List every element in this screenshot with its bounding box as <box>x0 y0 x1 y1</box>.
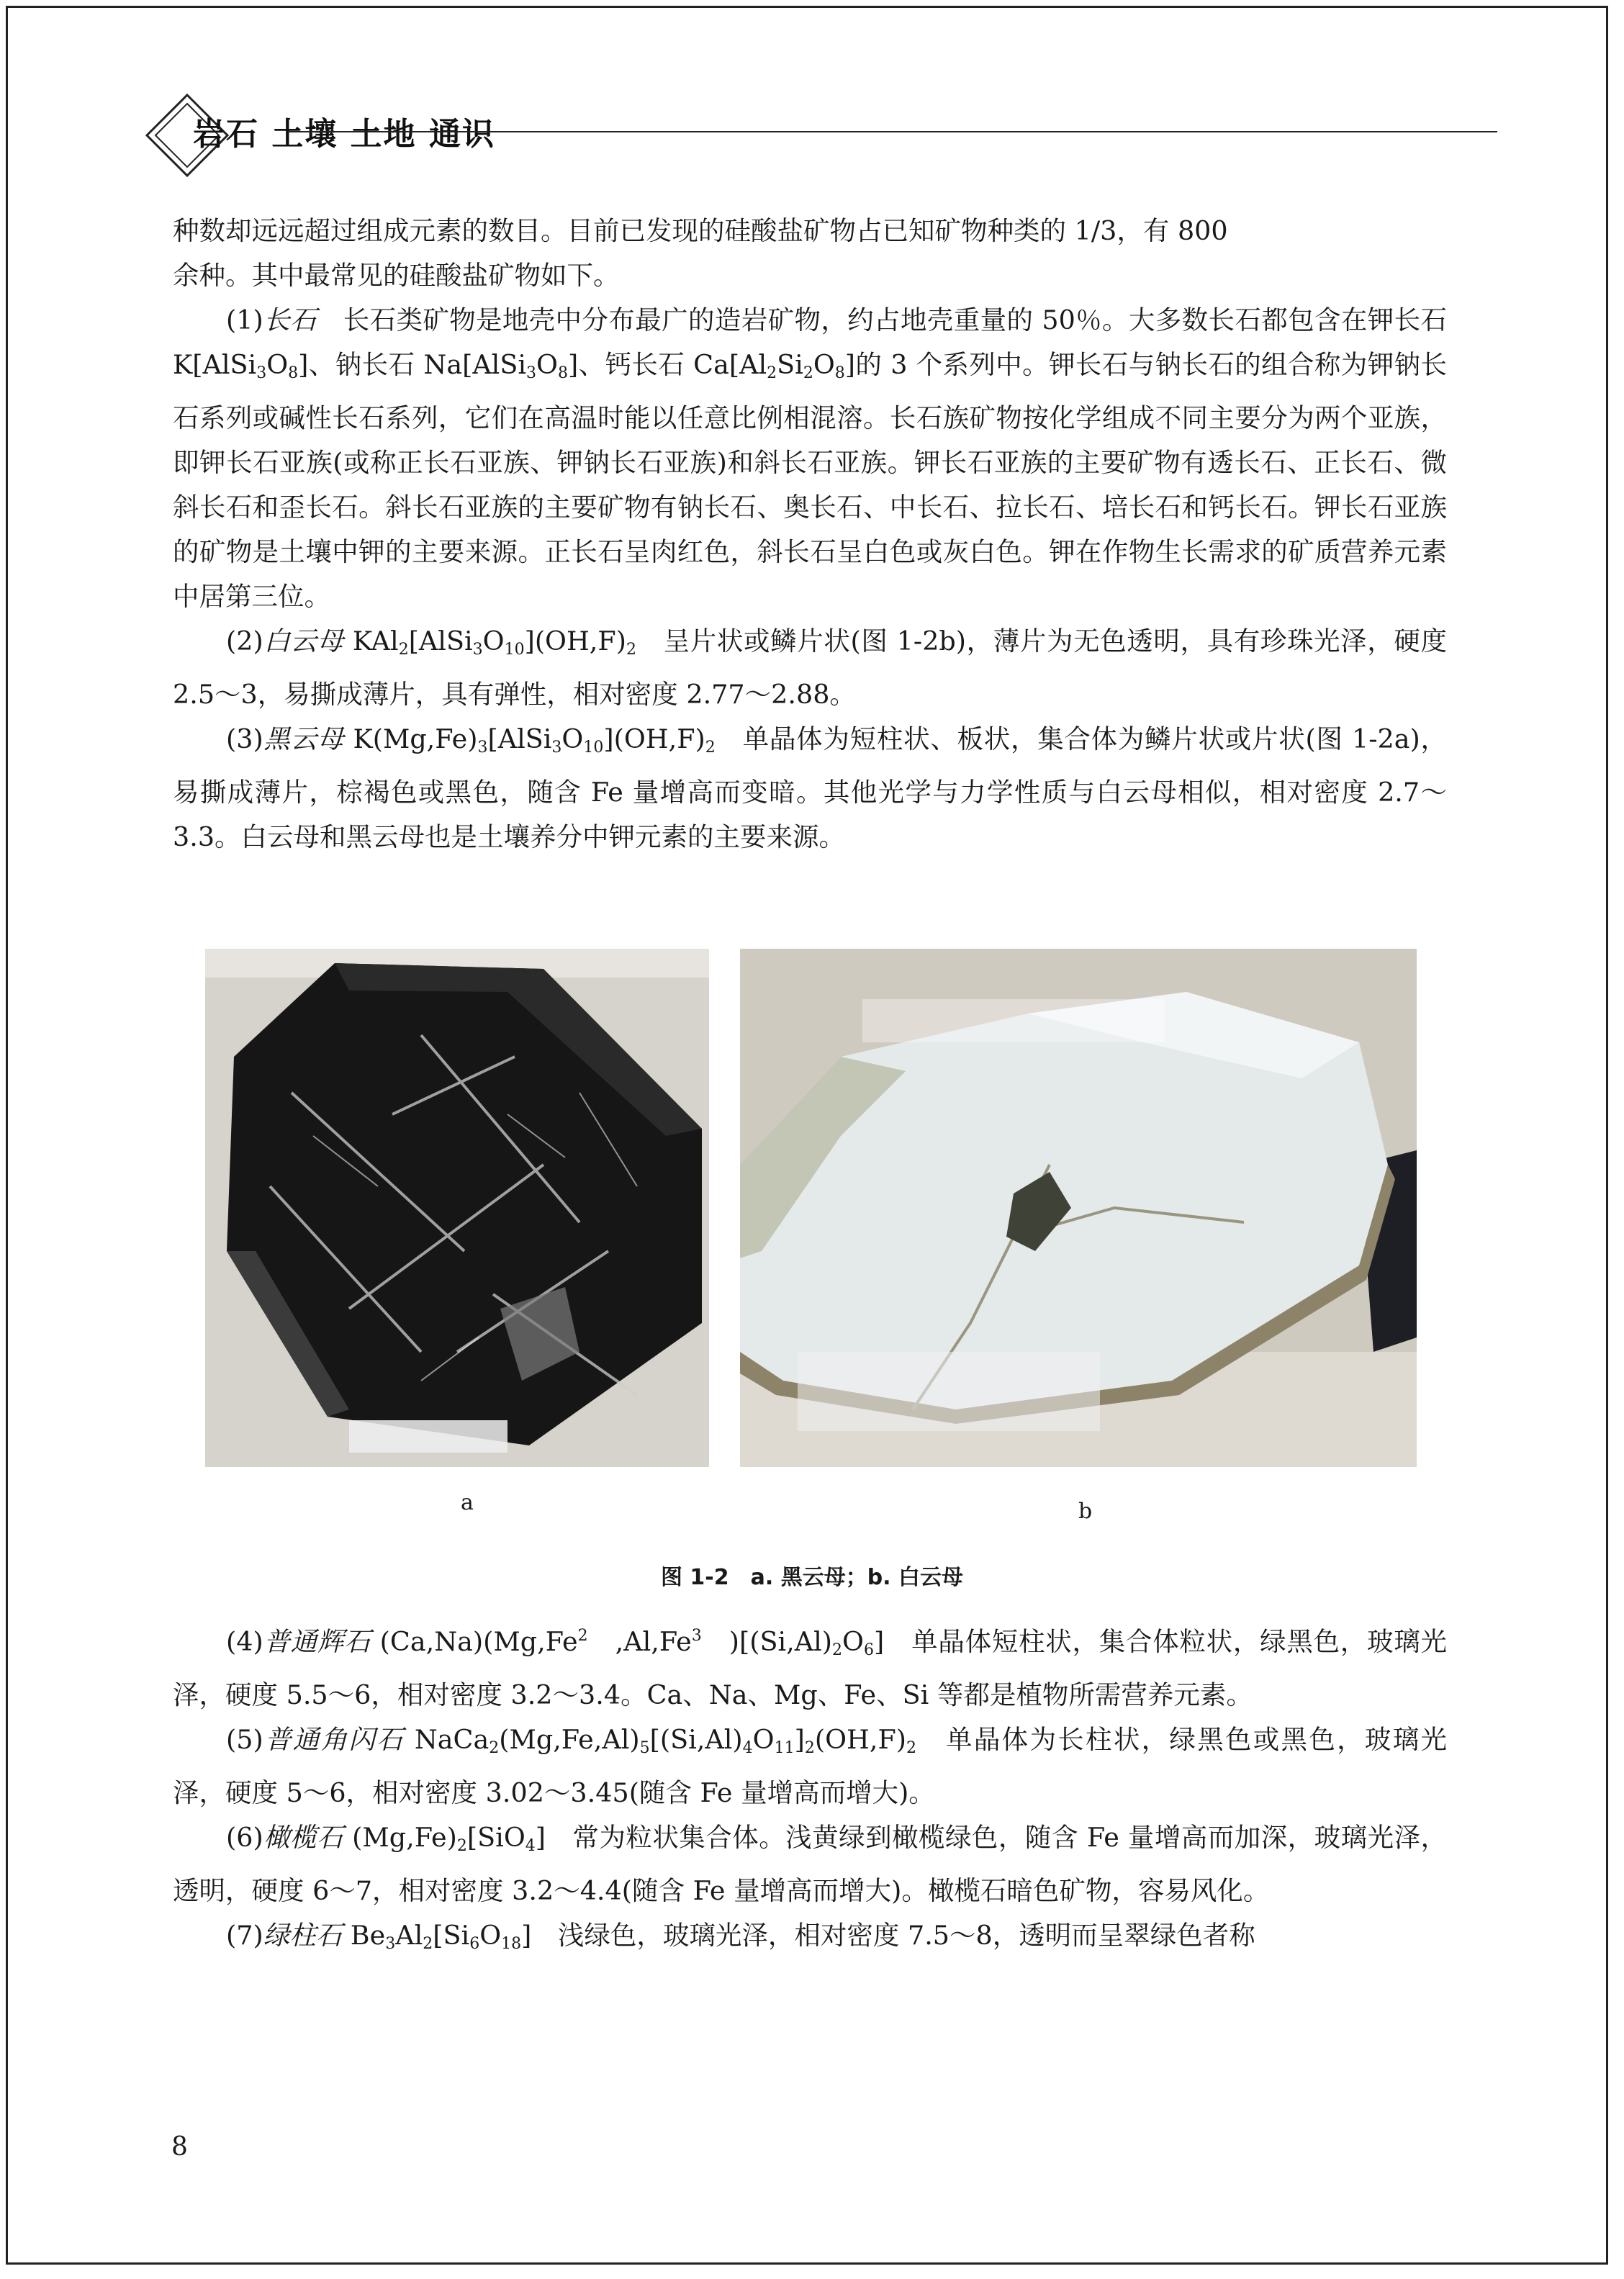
figure-caption: 图 1-2 a. 黑云母；b. 白云母 <box>660 1565 964 1590</box>
paragraph-beryl: (7)绿柱石 $Be_3Al_2[Si_6O_{18}]$ 浅绿色，玻璃光泽，相对密度 7.5～8，透明而呈翠绿色者称 <box>226 1920 1255 1953</box>
photo-muscovite <box>740 949 1417 1467</box>
term-biotite: 黑云母 <box>263 723 345 754</box>
term-hornblende: 普通角闪石 <box>263 1724 405 1755</box>
term-augite: 普通辉石 <box>263 1626 371 1657</box>
term-muscovite: 白云母 <box>263 626 344 656</box>
term-feldspar: 长石 <box>263 304 317 335</box>
header-rule <box>288 131 1497 132</box>
term-beryl: 绿柱石 <box>263 1920 343 1951</box>
running-header-title: 岩石 土壤 土地 通识 <box>193 116 495 153</box>
text-block-lower <box>173 1614 1447 1967</box>
figure-label-b: b <box>1078 1499 1093 1524</box>
figure-label-a: a <box>461 1490 474 1515</box>
paragraph-feldspar: (1)长石 长石类矿物是地壳中分布最广的造岩矿物，约占地壳重量的 50％。大多数长石都包含在钾长石 $K[AlSi_3O_8]$、钠长石 $Na[AlSi_3O_8]$、钙长石 $Ca[Al_2Si_2O_8]$的 3 个系列中。钾长石与钠长石的组合称为钾钠长石系列或碱性长石系列，它们在高温时能以任意比例相混溶。长石族矿物按化学组成不同主要分为两个亚族，即钾长石亚族(或称正长石亚族、钾钠长石亚族)和斜长石亚族。钾长石亚族的主要矿物有透长石、正长石、微斜长石和歪长石。斜长石亚族的主要矿物有钠长石、奥长石、中长石、拉长石、培长石和钙长石。钾长石亚族的矿物是土壤中钾的主要来源。正长石呈肉红色，斜长石呈白色或灰白色。钾在作物生长需求的矿质营养元素中居第三位。 <box>173 304 1448 612</box>
paragraph-hornblende: (5)普通角闪石 $NaCa_2(Mg,Fe,Al)_5[(Si,Al)_4O_{11}]_2(OH,F)_2$ 单晶体为长柱状，绿黑色或黑色，玻璃光泽，硬度 5～6，相对密度 3.02～3.45(随含 Fe 量增高而增大)。 <box>173 1724 1447 1808</box>
paragraph-muscovite: (2)白云母 $KAl_2[AlSi_3O_{10}](OH,F)_2$ 呈片状或鳞片状(图 1-2b)，薄片为无色透明，具有珍珠光泽，硬度 2.5～3，易撕成薄片，具有弹性，相对密度 2.77～2.88。 <box>173 626 1447 710</box>
paragraph-biotite: (3)黑云母 $K(Mg,Fe)_3[AlSi_3O_{10}](OH,F)_2$ 单晶体为短柱状、板状，集合体为鳞片状或片状(图 1-2a)，易撕成薄片，棕褐色或黑色，随含 Fe 量增高而变暗。其他光学与力学性质与白云母相似，相对密度 2.7～3.3。白云母和黑云母也是土壤养分中钾元素的主要来源。 <box>173 723 1448 852</box>
photo-biotite <box>205 949 709 1467</box>
running-header <box>144 92 1497 179</box>
text-block-upper <box>173 209 1447 859</box>
term-olivine: 橄榄石 <box>263 1822 344 1853</box>
paragraph-olivine: (6)橄榄石 $(Mg,Fe)_2[SiO_4]$ 常为粒状集合体。浅黄绿到橄榄绿色，随含 Fe 量增高而加深，玻璃光泽，透明，硬度 6～7，相对密度 3.2～4.4(随含 Fe 量增高而增大)。橄榄石暗色矿物，容易风化。 <box>173 1822 1448 1906</box>
page-number: 8 <box>171 2132 188 2162</box>
paragraph-augite: (4)普通辉石 (Ca,Na)(Mg,Fe$^2$ ,Al,Fe$^3$ )$[(Si,Al)_2O_6]$ 单晶体短柱状，集合体粒状，绿黑色，玻璃光泽，硬度 5.5～6，相对密度 3.2～3.4。Ca、Na、Mg、Fe、Si 等都是植物所需营养元素。 <box>173 1626 1447 1710</box>
paragraph-intro: 种数却远远超过组成元素的数目。目前已发现的硅酸盐矿物占已知矿物种类的 1/3，有 800 余种。其中最常见的硅酸盐矿物如下。 <box>173 215 1228 291</box>
